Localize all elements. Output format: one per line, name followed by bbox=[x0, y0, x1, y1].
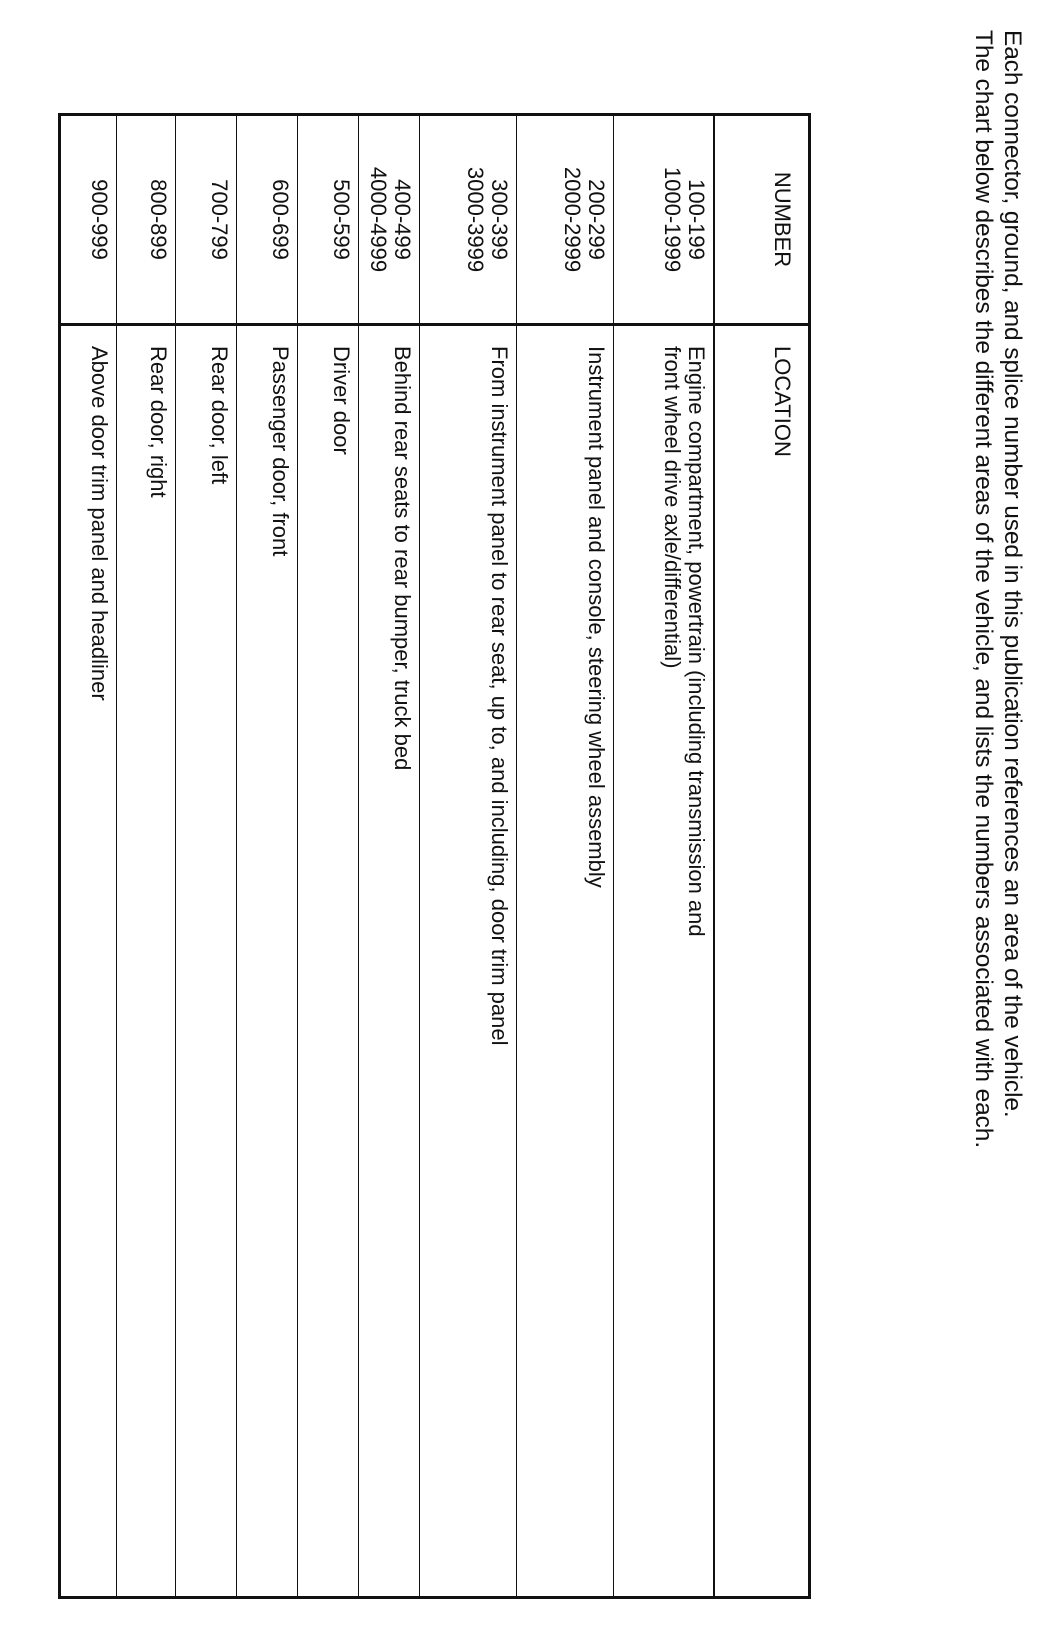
number-cell: 100-199 1000-1999 bbox=[614, 116, 713, 326]
number-cell: 700-799 bbox=[176, 116, 236, 326]
location-cell: Driver door bbox=[329, 346, 354, 455]
location-cell: Behind rear seats to rear bumper, truck bed bbox=[390, 346, 415, 771]
location-cell: Instrument panel and console, steering wheel assembly bbox=[584, 346, 609, 888]
number-cell: 800-899 bbox=[117, 116, 175, 326]
intro-text bbox=[969, 30, 1027, 1148]
header-location: LOCATION bbox=[770, 346, 795, 457]
table-row bbox=[175, 116, 236, 1596]
number-cell: 600-699 bbox=[237, 116, 297, 326]
location-cell: Engine compartment, powertrain (including transmission and front wheel drive axle/differential) bbox=[660, 346, 709, 937]
intro-line-2: The chart below describes the different areas of the vehicle, and lists the numbers associated with each. bbox=[970, 30, 997, 1149]
table-row bbox=[297, 116, 358, 1596]
number-cell: 500-599 bbox=[298, 116, 358, 326]
location-cell: Passenger door, front bbox=[268, 346, 293, 557]
header-number: NUMBER bbox=[715, 116, 808, 326]
table-row bbox=[61, 116, 116, 1596]
table-header-row bbox=[713, 116, 808, 1596]
table-row bbox=[358, 116, 419, 1596]
location-cell: Rear door, right bbox=[146, 346, 171, 498]
number-cell: 900-999 bbox=[61, 116, 116, 326]
location-cell: Above door trim panel and headliner bbox=[87, 346, 112, 701]
table-row bbox=[419, 116, 516, 1596]
table-row bbox=[236, 116, 297, 1596]
number-cell: 400-499 4000-4999 bbox=[359, 116, 419, 326]
location-cell: Rear door, left bbox=[207, 346, 232, 485]
intro-line-1: Each connector, ground, and splice number used in this publication references an area of the vehicle. bbox=[999, 30, 1026, 1118]
location-table bbox=[58, 113, 811, 1599]
table-row bbox=[116, 116, 175, 1596]
number-cell: 300-399 3000-3999 bbox=[420, 116, 516, 326]
number-cell: 200-299 2000-2999 bbox=[517, 116, 613, 326]
location-cell: From instrument panel to rear seat, up to, and including, door trim panel bbox=[487, 346, 512, 1046]
table-row bbox=[516, 116, 613, 1596]
table-row bbox=[613, 116, 713, 1596]
